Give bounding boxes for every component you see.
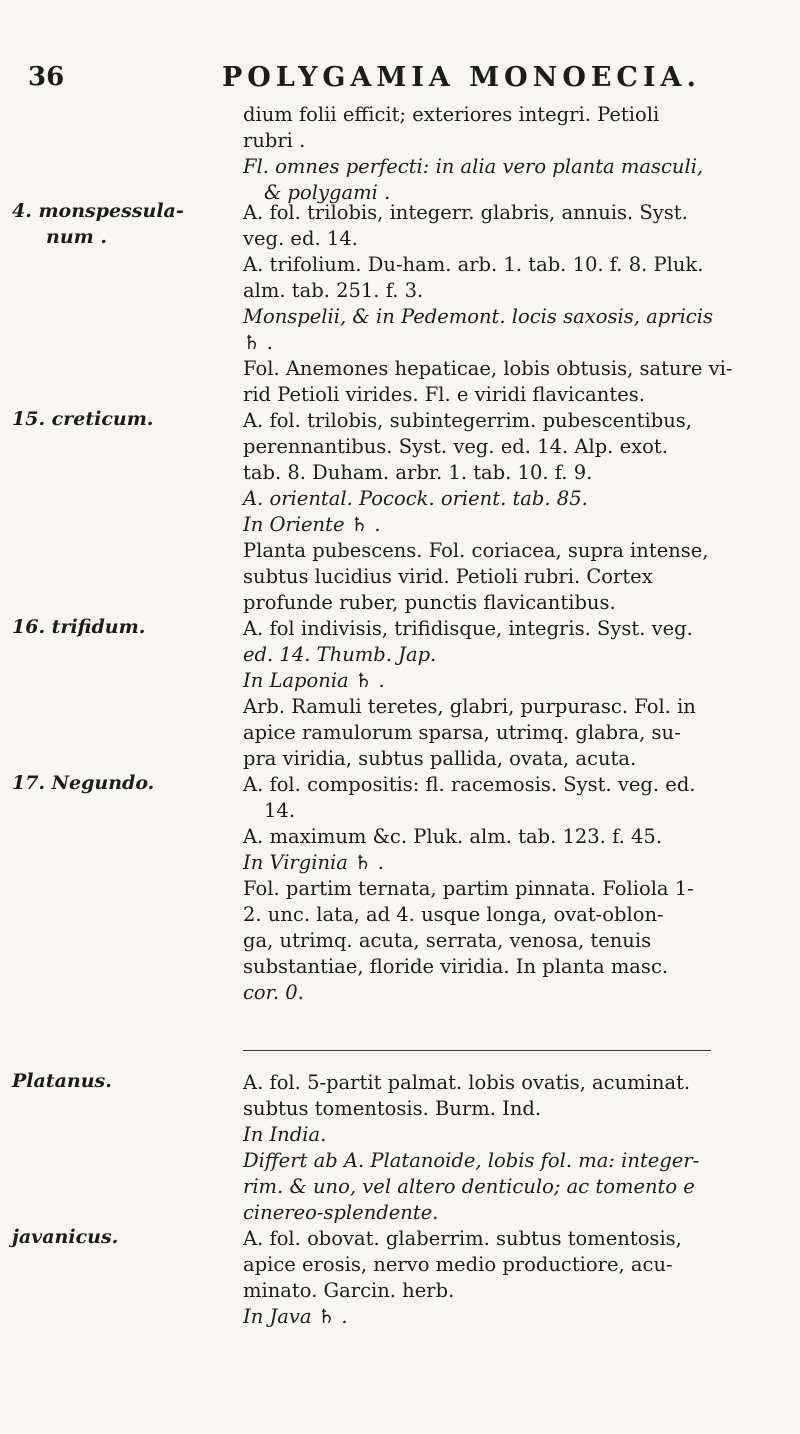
text-line: & polygami . (264, 181, 391, 204)
text-line: A. fol. compositis: fl. racemosis. Syst. veg. ed. (243, 773, 696, 796)
text-line: A. fol. 5-partit palmat. lobis ovatis, acuminat. (243, 1071, 691, 1094)
text-line: In Virginia ♄ . (243, 851, 384, 874)
text-line: Monspelii, & in Pedemont. locis saxosis, apricis (243, 305, 713, 328)
text-line: dium folii efficit; exteriores integri. Petioli (243, 103, 660, 126)
text-line: rubri . (243, 129, 306, 152)
page-number: 36 (28, 62, 65, 92)
text-line: subtus lucidius virid. Petioli rubri. Cortex (243, 565, 653, 588)
species-label: 4. monspessula- (12, 200, 184, 222)
text-line: 14. (264, 799, 296, 822)
text-line: Planta pubescens. Fol. coriacea, supra intense, (243, 539, 709, 562)
text-line: ed. 14. Thumb. Jap. (243, 643, 437, 666)
species-label: 16. trifidum. (12, 616, 146, 638)
text-line: minato. Garcin. herb. (243, 1279, 455, 1302)
text-line: Differt ab A. Platanoide, lobis fol. ma: integer- (243, 1149, 700, 1172)
text-line: 2. unc. lata, ad 4. usque longa, ovat-oblon- (243, 903, 664, 926)
text-line: profunde ruber, punctis flavicantibus. (243, 591, 616, 614)
text-line: Fl. omnes perfecti: in alia vero planta masculi, (243, 155, 704, 178)
text-line: cinereo-splendente. (243, 1201, 439, 1224)
text-line: perennantibus. Syst. veg. ed. 14. Alp. exot. (243, 435, 668, 458)
text-line: A. maximum &c. Pluk. alm. tab. 123. f. 45. (243, 825, 663, 848)
text-line: A. fol. trilobis, integerr. glabris, annuis. Syst. (243, 201, 688, 224)
text-line: pra viridia, subtus pallida, ovata, acuta. (243, 747, 637, 770)
text-line: substantiae, floride viridia. In planta masc. (243, 955, 669, 978)
running-title: POLYGAMIA MONOECIA. (222, 62, 701, 93)
text-line: alm. tab. 251. f. 3. (243, 279, 424, 302)
text-line: A. fol. obovat. glaberrim. subtus tomentosis, (243, 1227, 682, 1250)
text-line: rid Petioli virides. Fl. e viridi flavicantes. (243, 383, 645, 406)
text-line: A. fol indivisis, trifidisque, integris. Syst. veg. (243, 617, 693, 640)
text-line: subtus tomentosis. Burm. Ind. (243, 1097, 542, 1120)
text-line: apice ramulorum sparsa, utrimq. glabra, su- (243, 721, 681, 744)
text-line: Fol. Anemones hepaticae, lobis obtusis, sature vi- (243, 357, 733, 380)
text-line: rim. & uno, vel altero denticulo; ac tomento e (243, 1175, 695, 1198)
species-label-continued: num . (46, 226, 107, 248)
section-divider (243, 1050, 711, 1052)
text-line: A. trifolium. Du-ham. arb. 1. tab. 10. f. 8. Pluk. (243, 253, 704, 276)
text-line: cor. 0. (243, 981, 304, 1004)
text-line: Fol. partim ternata, partim pinnata. Foliola 1- (243, 877, 694, 900)
text-line: apice erosis, nervo medio productiore, acu- (243, 1253, 673, 1276)
text-line: In India. (243, 1123, 327, 1146)
running-header (0, 62, 800, 96)
species-label: Platanus. (12, 1070, 112, 1092)
text-line: ga, utrimq. acuta, serrata, venosa, tenuis (243, 929, 652, 952)
species-label: 17. Negundo. (12, 772, 155, 794)
text-line: In Java ♄ . (243, 1305, 348, 1328)
text-line: Arb. Ramuli teretes, glabri, purpurasc. Fol. in (243, 695, 696, 718)
text-line: A. fol. trilobis, subintegerrim. pubescentibus, (243, 409, 692, 432)
text-line: A. oriental. Pocock. orient. tab. 85. (243, 487, 588, 510)
text-line: In Oriente ♄ . (243, 513, 381, 536)
text-line: In Laponia ♄ . (243, 669, 385, 692)
text-line: ♄ . (243, 331, 273, 354)
species-label: 15. creticum. (12, 408, 154, 430)
species-label: javanicus. (12, 1226, 119, 1248)
text-line: veg. ed. 14. (243, 227, 358, 250)
text-line: tab. 8. Duham. arbr. 1. tab. 10. f. 9. (243, 461, 593, 484)
